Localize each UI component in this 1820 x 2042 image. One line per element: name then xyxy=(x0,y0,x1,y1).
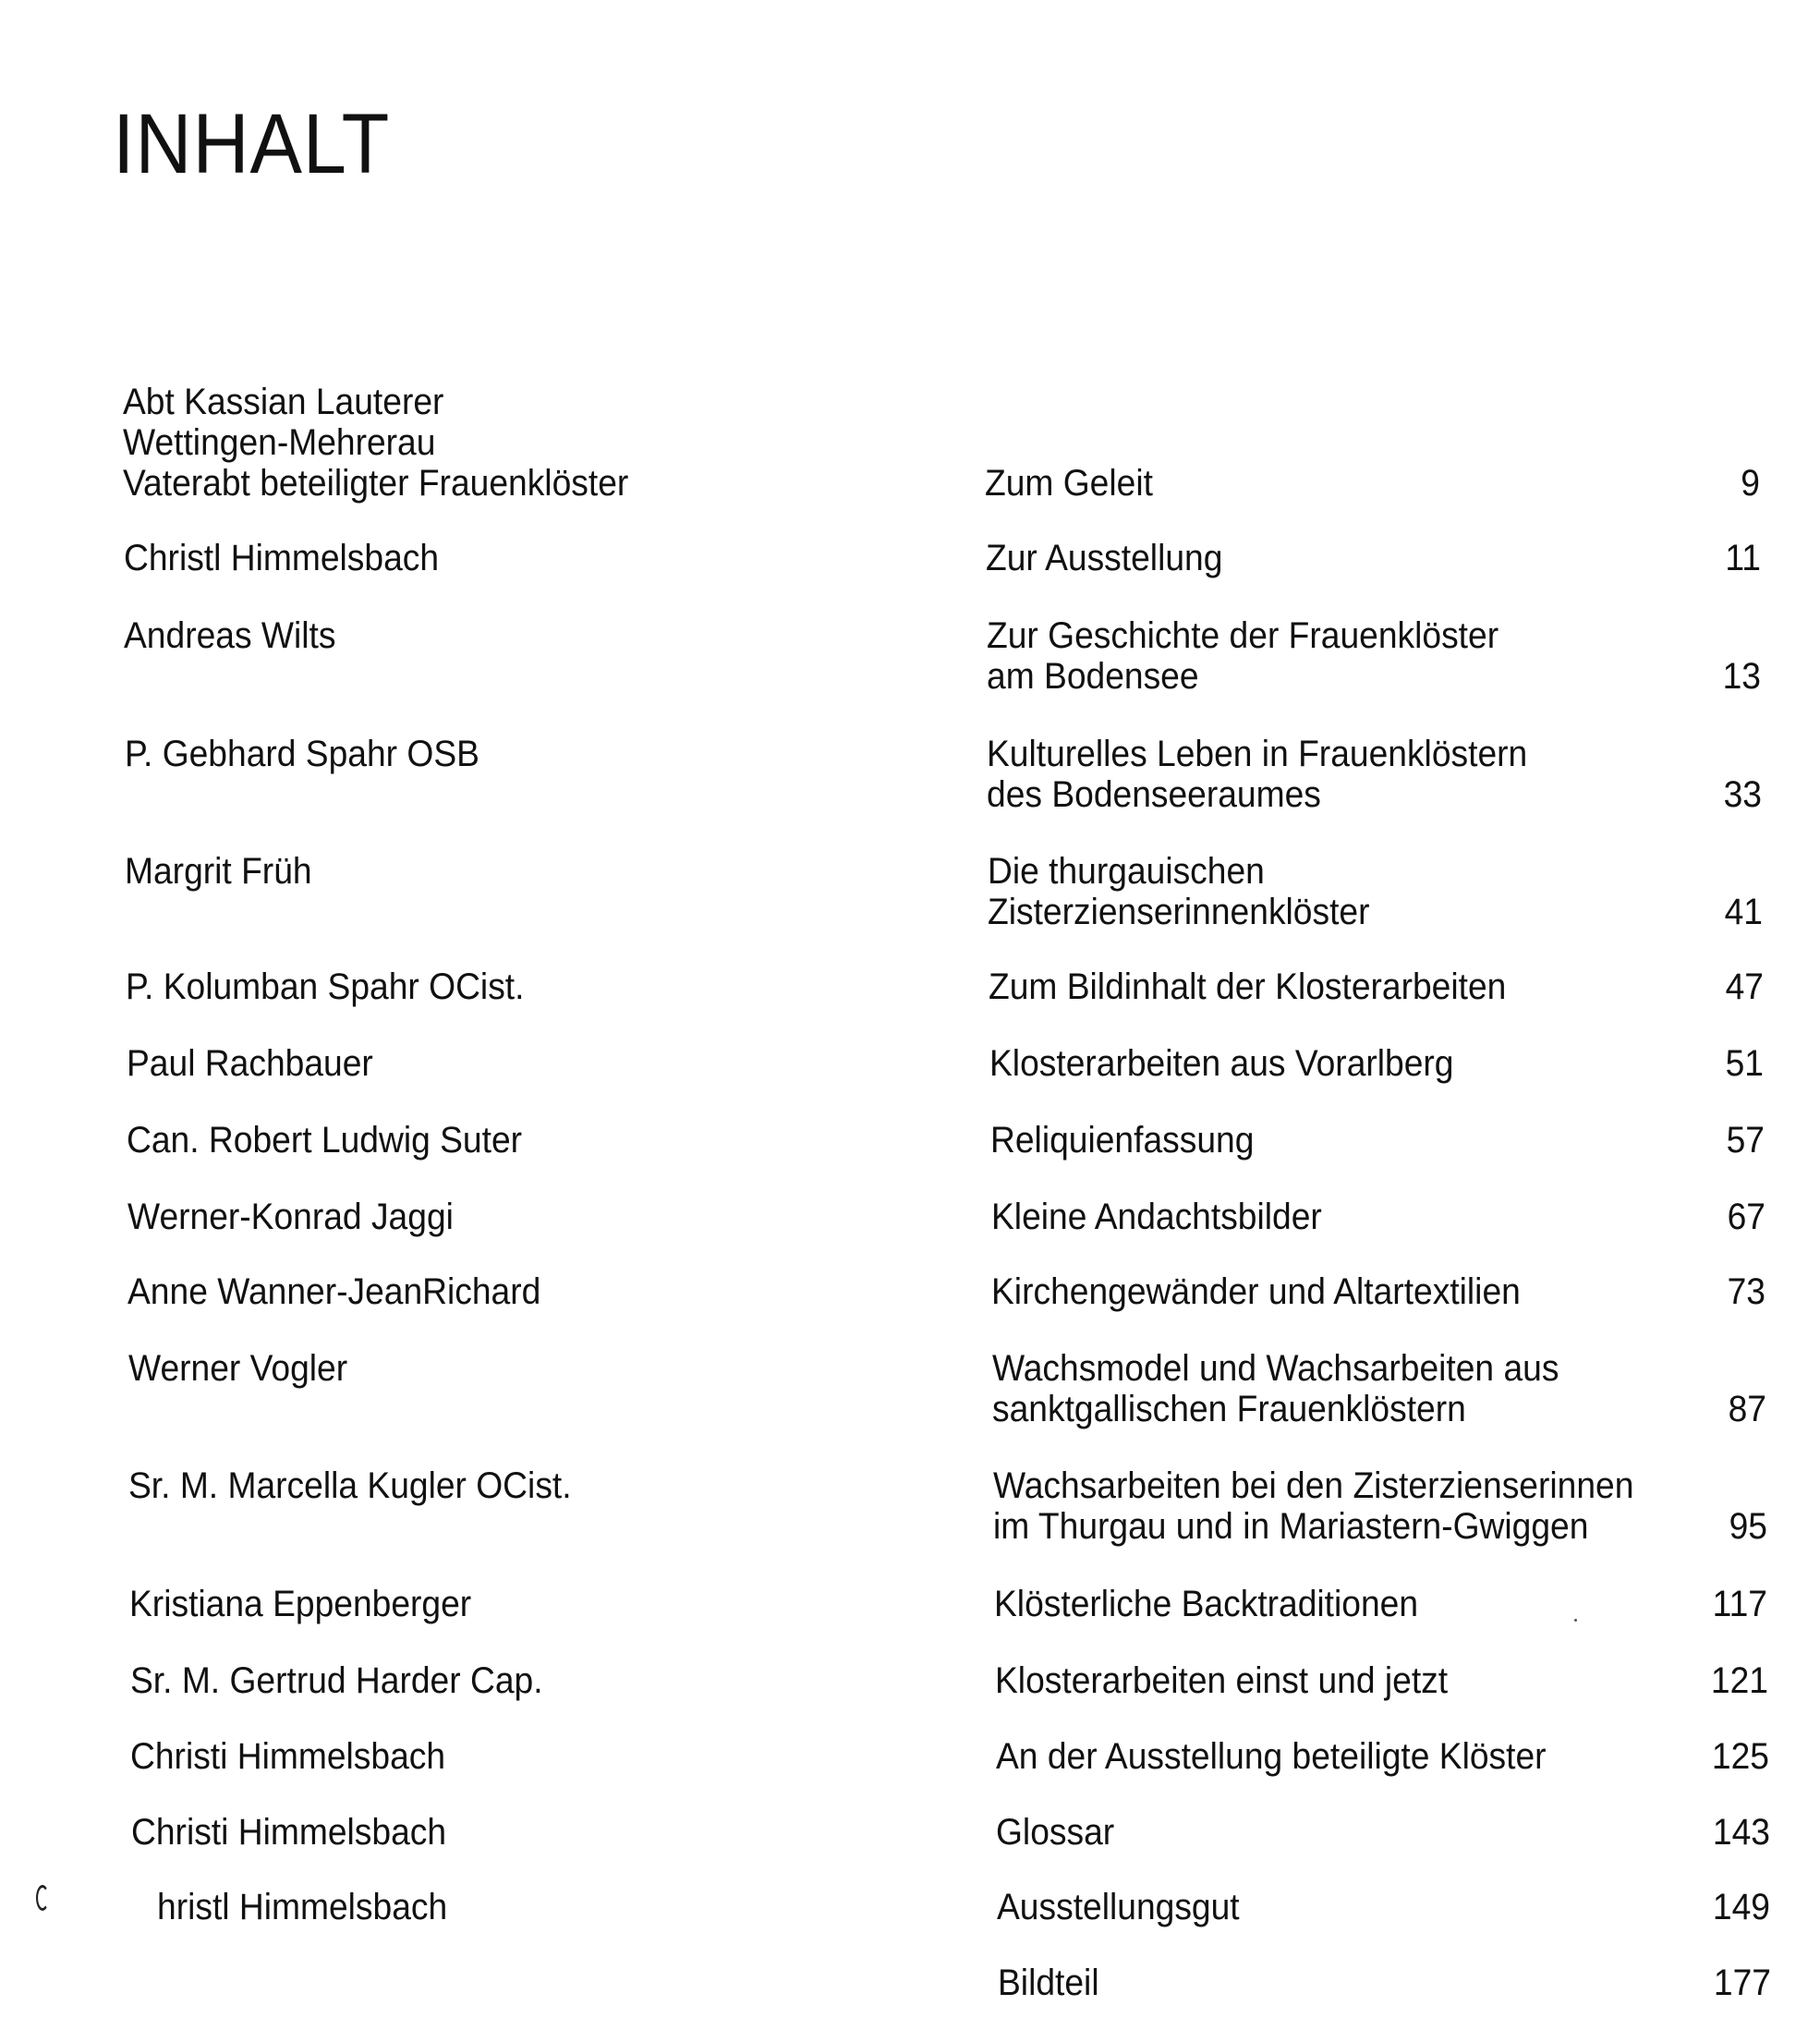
toc-page-number[interactable]: 95 xyxy=(1729,1506,1767,1547)
toc-author: Vaterabt beteiligter Frauenklöster xyxy=(123,463,629,504)
toc-page-number[interactable]: 143 xyxy=(1712,1812,1770,1853)
toc-title[interactable]: sanktgallischen Frauenklöstern xyxy=(992,1389,1467,1429)
toc-author: Sr. M. Marcella Kugler OCist. xyxy=(128,1465,573,1506)
toc-page-number[interactable]: 57 xyxy=(1726,1120,1765,1161)
toc-author: Werner-Konrad Jaggi xyxy=(127,1197,454,1237)
toc-title[interactable]: im Thurgau und in Mariastern-Gwiggen xyxy=(993,1506,1589,1547)
toc-page-number[interactable]: 117 xyxy=(1713,1584,1768,1624)
toc-title[interactable]: Glossar xyxy=(996,1812,1115,1853)
toc-page-number[interactable]: 11 xyxy=(1725,538,1761,578)
toc-author: Christi Himmelsbach xyxy=(130,1736,446,1777)
toc-page-number[interactable]: 9 xyxy=(1741,463,1760,504)
toc-author: P. Kolumban Spahr OCist. xyxy=(125,966,525,1007)
toc-title[interactable]: Klosterarbeiten einst und jetzt xyxy=(994,1660,1448,1701)
toc-title[interactable]: Zum Geleit xyxy=(985,463,1153,504)
toc-title[interactable]: Kirchengewänder und Altartextilien xyxy=(991,1271,1522,1312)
scan-artifact-letter-c xyxy=(36,1885,49,1911)
scan-speck xyxy=(1574,1619,1577,1622)
toc-author: Andreas Wilts xyxy=(124,615,336,656)
toc-page-number[interactable]: 51 xyxy=(1725,1043,1765,1084)
toc-title[interactable]: Reliquienfassung xyxy=(989,1120,1255,1161)
toc-author: Kristiana Eppenberger xyxy=(129,1584,472,1624)
toc-author: Werner Vogler xyxy=(127,1348,347,1389)
toc-title[interactable]: Wachsmodel und Wachsarbeiten aus xyxy=(992,1348,1559,1389)
toc-title[interactable]: Zur Ausstellung xyxy=(985,538,1223,578)
toc-title[interactable]: An der Ausstellung beteiligte Klöster xyxy=(995,1736,1547,1777)
toc-title[interactable]: Zum Bildinhalt der Klosterarbeiten xyxy=(989,966,1507,1007)
toc-author: Christl Himmelsbach xyxy=(123,538,439,578)
toc-author: Paul Rachbauer xyxy=(126,1043,373,1084)
toc-author: Can. Robert Ludwig Suter xyxy=(127,1120,523,1161)
toc-page-number[interactable]: 67 xyxy=(1727,1197,1765,1237)
toc-title[interactable]: Wachsarbeiten bei den Zisterzienserinnen xyxy=(993,1465,1634,1506)
toc-title[interactable]: Kulturelles Leben in Frauenklöstern xyxy=(987,734,1528,774)
toc-title[interactable]: am Bodensee xyxy=(986,656,1199,697)
toc-title[interactable]: Zur Geschichte der Frauenklöster xyxy=(986,615,1498,656)
toc-author: Anne Wanner-JeanRichard xyxy=(127,1271,541,1312)
toc-page-number[interactable]: 13 xyxy=(1723,656,1762,697)
toc-title[interactable]: Ausstellungsgut xyxy=(997,1887,1240,1927)
toc-title[interactable]: Kleine Andachtsbilder xyxy=(990,1197,1322,1237)
toc-page-number[interactable]: 177 xyxy=(1713,1963,1771,2003)
toc-page-number[interactable]: 73 xyxy=(1727,1271,1766,1312)
toc-title[interactable]: des Bodenseeraumes xyxy=(987,774,1322,815)
toc-author: Abt Kassian Lauterer xyxy=(123,382,444,422)
toc-title[interactable]: Zisterzienserinnenklöster xyxy=(988,892,1370,932)
toc-author: P. Gebhard Spahr OSB xyxy=(124,734,479,774)
toc-page-number[interactable]: 125 xyxy=(1711,1736,1769,1777)
toc-title[interactable]: Klösterliche Backtraditionen xyxy=(993,1584,1418,1624)
page-title: INHALT xyxy=(113,97,391,191)
toc-page-number[interactable]: 121 xyxy=(1711,1660,1769,1701)
toc-title[interactable]: Die thurgauischen xyxy=(988,851,1266,892)
toc-page-number[interactable]: 41 xyxy=(1724,892,1763,932)
toc-author: Margrit Früh xyxy=(125,851,312,892)
toc-page-number[interactable]: 33 xyxy=(1723,774,1763,815)
toc-author: hristl Himmelsbach xyxy=(157,1887,448,1927)
toc-author: Sr. M. Gertrud Harder Cap. xyxy=(129,1660,543,1701)
toc-author: Christi Himmelsbach xyxy=(130,1812,446,1853)
toc-page-number[interactable]: 149 xyxy=(1713,1887,1771,1927)
toc-page-number[interactable]: 47 xyxy=(1725,966,1764,1007)
toc-title[interactable]: Bildteil xyxy=(998,1963,1099,2003)
toc-title[interactable]: Klosterarbeiten aus Vorarlberg xyxy=(989,1043,1454,1084)
toc-page-number[interactable]: 87 xyxy=(1728,1389,1767,1429)
toc-author: Wettingen-Mehrerau xyxy=(123,422,436,463)
